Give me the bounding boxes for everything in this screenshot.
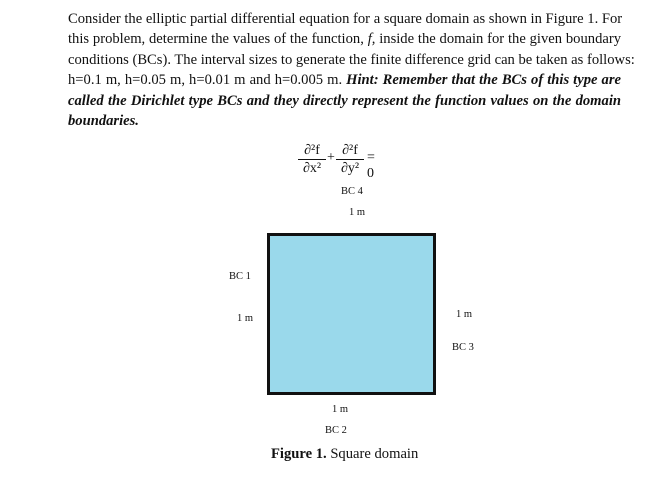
hint-start: Hint: Remember that the BCs of this type are bbox=[346, 72, 621, 89]
paragraph-line-6 bbox=[68, 111, 621, 131]
paragraph-line-3: conditions (BCs). The interval sizes to generate the finite difference grid can be taken as follows: bbox=[68, 51, 635, 68]
d2f-dx2-fraction bbox=[297, 142, 327, 177]
bottom-length-label: 1 m bbox=[332, 404, 349, 415]
bc3-label: BC 3 bbox=[452, 342, 474, 353]
left-length-label: 1 m bbox=[237, 313, 254, 324]
top-length-label: 1 m bbox=[349, 207, 366, 218]
equals-zero: = 0 bbox=[367, 150, 375, 181]
plus-sign: + bbox=[327, 150, 335, 165]
problem-paragraph bbox=[68, 9, 635, 131]
bc2-label: BC 2 bbox=[325, 425, 347, 436]
d2f-dy2-fraction bbox=[335, 142, 365, 177]
paragraph-line-4 bbox=[68, 70, 621, 90]
function-symbol: f, bbox=[367, 31, 376, 48]
interval-sizes-text: h=0.1 m, h=0.05 m, h=0.01 m and h=0.005 m. bbox=[68, 72, 347, 89]
bc1-label: BC 1 bbox=[229, 271, 251, 282]
figure-caption-text: Square domain bbox=[326, 446, 419, 462]
figure-caption bbox=[271, 446, 418, 463]
square-domain bbox=[267, 233, 436, 395]
hint-end: boundaries. bbox=[68, 113, 139, 130]
hint-middle: called the Dirichlet type BCs and they directly represent the function values on the domain bbox=[68, 92, 621, 109]
paragraph-line-5 bbox=[68, 91, 621, 111]
d2f-dx2-numerator: ∂²f bbox=[304, 143, 320, 158]
paragraph-line-2-end: inside the domain for the given boundary bbox=[375, 31, 622, 48]
figure-number: Figure 1. bbox=[271, 446, 327, 462]
d2f-dx2-denominator: ∂x² bbox=[302, 161, 322, 176]
paragraph-line-1: Consider the elliptic partial differential equation for a square domain as shown in Figure 1. For bbox=[68, 11, 623, 27]
d2f-dy2-numerator: ∂²f bbox=[342, 143, 358, 158]
paragraph-line-2 bbox=[68, 29, 621, 49]
right-length-label: 1 m bbox=[456, 309, 473, 320]
d2f-dy2-denominator: ∂y² bbox=[340, 161, 360, 176]
paragraph-line-2-start: this problem, determine the values of the function, bbox=[68, 31, 368, 48]
bc4-label: BC 4 bbox=[341, 186, 363, 197]
